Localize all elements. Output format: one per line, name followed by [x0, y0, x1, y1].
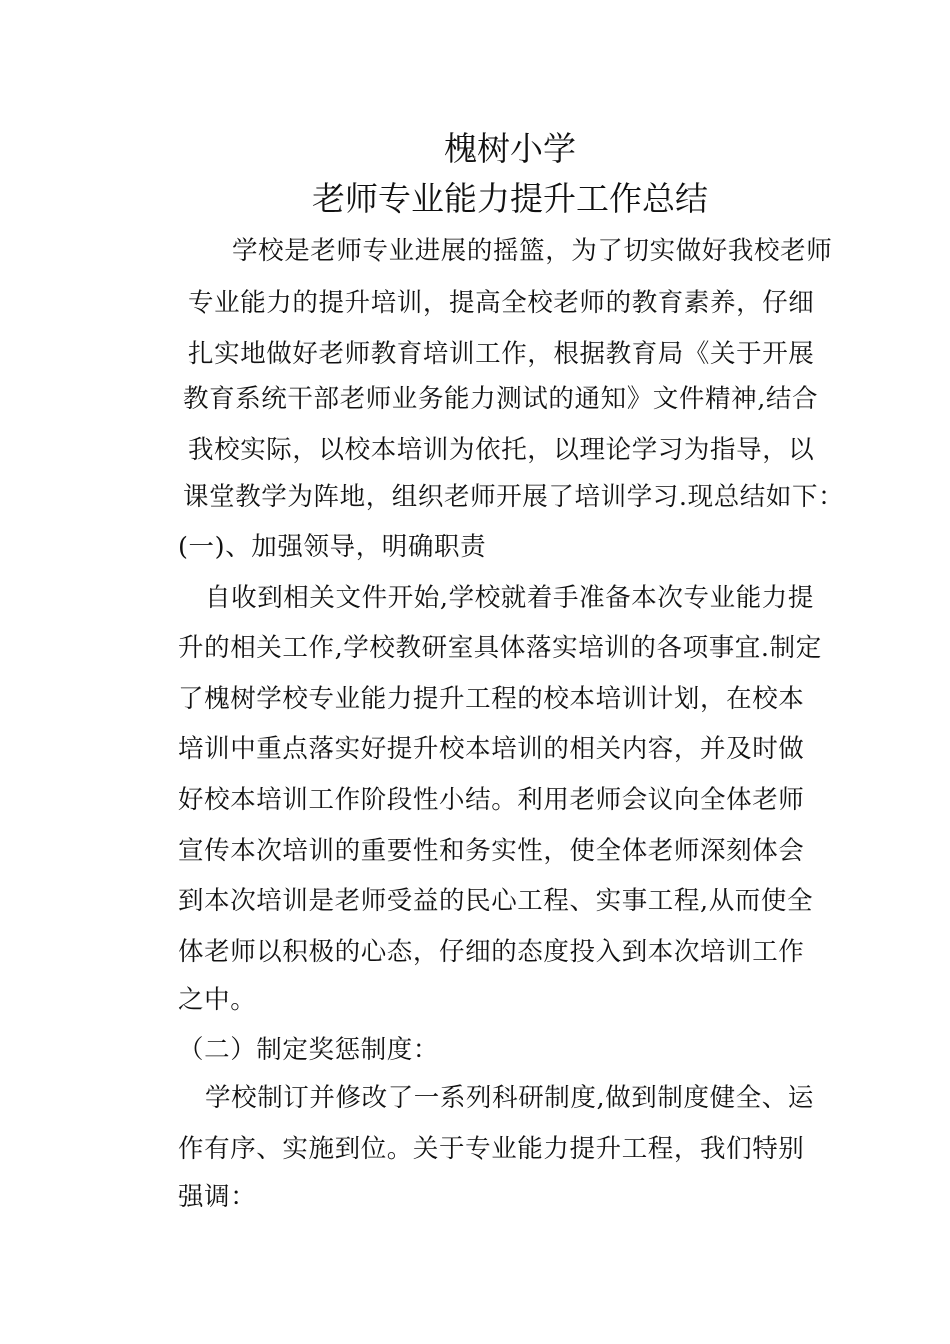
- paragraph-line: 教育系统干部老师业务能力测试的通知》文件精神,结合: [183, 384, 819, 414]
- paragraph-line: 强调：: [178, 1182, 257, 1212]
- document-title-school: 槐树小学: [444, 129, 576, 168]
- paragraph-line: 了槐树学校专业能力提升工程的校本培训计划，在校本: [178, 684, 805, 714]
- paragraph-line: 培训中重点落实好提升校本培训的相关内容，并及时做: [178, 734, 805, 764]
- paragraph-line: 课堂教学为阵地，组织老师开展了培训学习.现总结如下：: [183, 482, 845, 512]
- paragraph-line: 好校本培训工作阶段性小结。利用老师会议向全体老师: [178, 785, 805, 815]
- paragraph-line: 我校实际，以校本培训为依托，以理论学习为指导，以: [188, 435, 815, 465]
- section-heading: （二）制定奖惩制度：: [178, 1035, 440, 1065]
- paragraph-line: 扎实地做好老师教育培训工作，根据教育局《关于开展: [188, 339, 815, 369]
- paragraph-line: 作有序、实施到位。关于专业能力提升工程，我们特别: [178, 1134, 805, 1164]
- paragraph-line: 自收到相关文件开始,学校就着手准备本次专业能力提: [205, 583, 815, 613]
- paragraph-line: 到本次培训是老师受益的民心工程、实事工程,从而使全: [178, 886, 814, 916]
- paragraph-line: 升的相关工作,学校教研室具体落实培训的各项事宜.制定: [178, 633, 822, 663]
- paragraph-line: 学校是老师专业进展的摇篮，为了切实做好我校老师: [232, 236, 833, 266]
- paragraph-line: 之中。: [178, 985, 257, 1015]
- paragraph-line: 体老师以积极的心态，仔细的态度投入到本次培训工作: [178, 937, 805, 967]
- paragraph-line: 宣传本次培训的重要性和务实性，使全体老师深刻体会: [178, 836, 805, 866]
- section-heading: (一)、加强领导，明确职责: [178, 532, 487, 562]
- paragraph-line: 专业能力的提升培训，提高全校老师的教育素养，仔细: [188, 288, 815, 318]
- document-title-main: 老师专业能力提升工作总结: [312, 179, 708, 218]
- paragraph-line: 学校制订并修改了一系列科研制度,做到制度健全、运: [205, 1083, 815, 1113]
